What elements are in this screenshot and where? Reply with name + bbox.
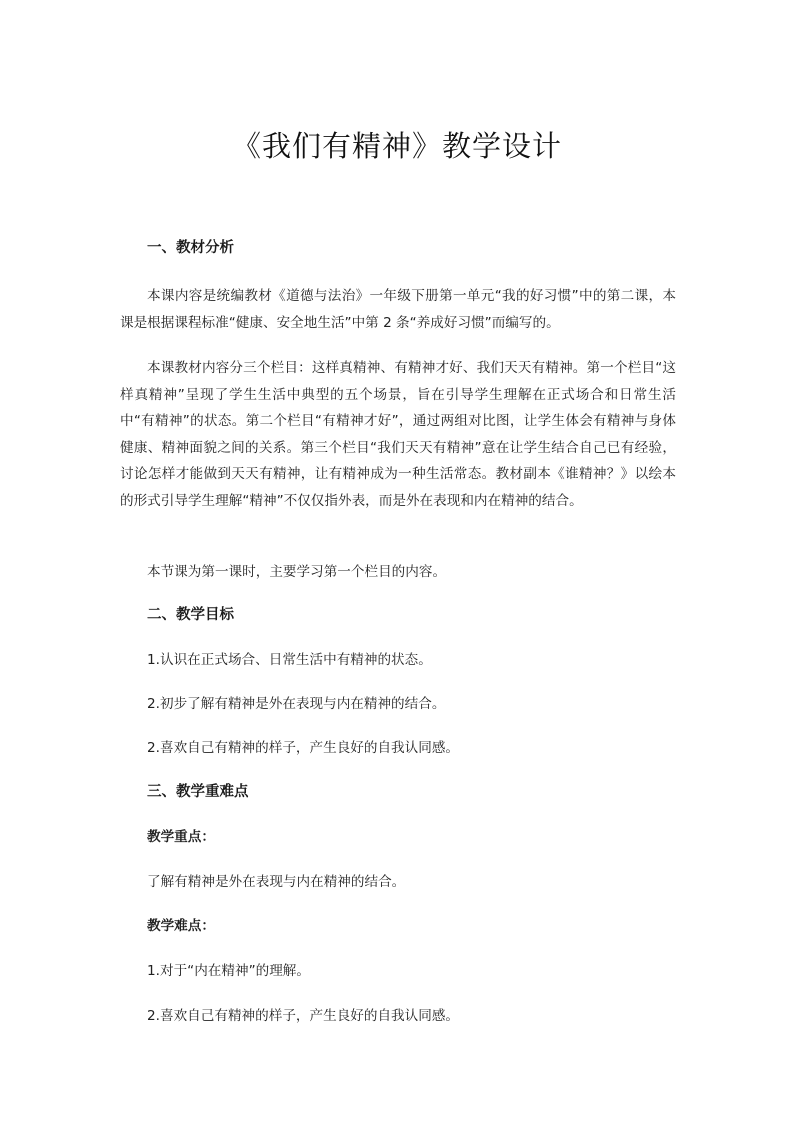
section-heading-key-difficult-points: 三、教学重难点 xyxy=(147,784,249,800)
section-heading-textbook-analysis: 一、教材分析 xyxy=(147,240,234,256)
difficult-point-item: 2.喜欢自己有精神的样子，产生良好的自我认同感。 xyxy=(147,1008,460,1024)
document-title: 《我们有精神》教学设计 xyxy=(231,129,562,163)
key-point-label: 教学重点： xyxy=(147,829,215,845)
goal-item: 1.认识在正式场合、日常生活中有精神的状态。 xyxy=(147,652,432,668)
difficult-point-label: 教学难点： xyxy=(147,918,215,934)
paragraph-textbook-content: 本课教材内容分三个栏目：这样真精神、有精神才好、我们天天有精神。第一个栏目“这样真精神”呈现了学生生活中典型的五个场景，旨在引导学生理解在正式场合和日常生活中“有精神”的状态。第二个栏目“有精神才好”，通过两组对比图，让学生体会有精神与身体健康、精神面貌之间的关系。第三个栏目“我们天天有精神”意在让学生结合自己已有经验，讨论怎样才能做到天天有精神，让有精神成为一种生活常态。教材副本《谁精神？》以绘本的形式引导学生理解“精神”不仅仅指外表，而是外在表现和内在精神的结合。 xyxy=(120,360,676,509)
section-heading-teaching-goals: 二、教学目标 xyxy=(147,607,234,623)
goal-item: 2.初步了解有精神是外在表现与内在精神的结合。 xyxy=(147,696,446,712)
goal-item: 2.喜欢自己有精神的样子，产生良好的自我认同感。 xyxy=(147,740,460,756)
key-point-text: 了解有精神是外在表现与内在精神的结合。 xyxy=(147,874,406,890)
paragraph-lesson-scope: 本节课为第一课时，主要学习第一个栏目的内容。 xyxy=(147,564,447,580)
paragraph-textbook-intro: 本课内容是统编教材《道德与法治》一年级下册第一单元“我的好习惯”中的第二课，本课是根据课程标准“健康、安全地生活”中第 2 条“养成好习惯”而编写的。 xyxy=(120,288,676,331)
difficult-point-item: 1.对于“内在精神”的理解。 xyxy=(147,963,310,979)
